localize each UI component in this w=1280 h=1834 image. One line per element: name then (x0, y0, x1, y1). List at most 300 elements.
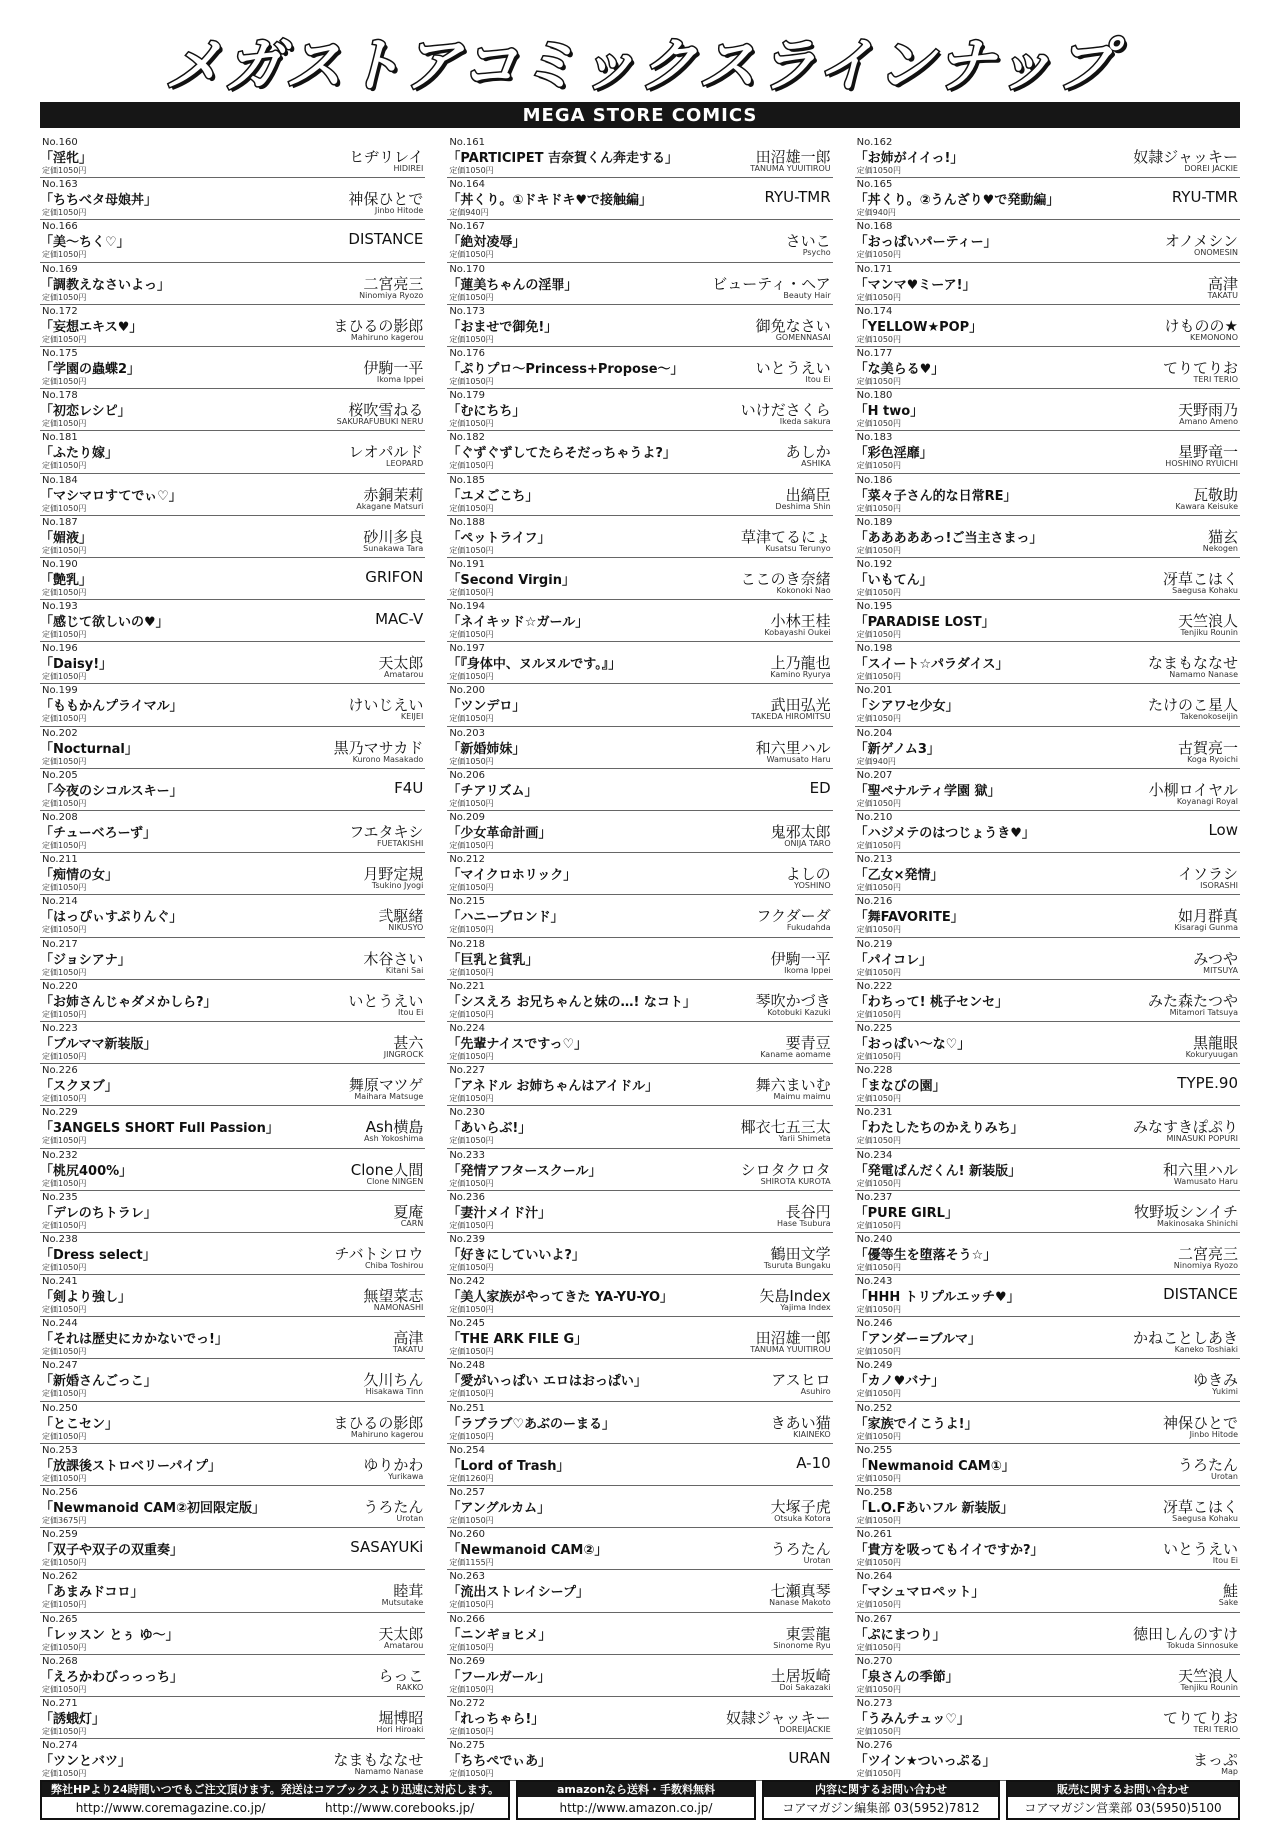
entry-title: 「ぷにまつり」 (854, 1627, 946, 1643)
comic-entry (855, 558, 1240, 600)
entry-author: 弐駆緒 (378, 907, 424, 926)
comic-entry (855, 895, 1240, 937)
entry-author: イソラシ (1177, 865, 1238, 884)
entry-price: 定価1050円 (856, 587, 902, 597)
entry-author-romanized: Map (1221, 1767, 1238, 1777)
entry-number: No.215 (449, 896, 486, 908)
entry-author-romanized: Kotobuki Kazuki (767, 1007, 831, 1017)
entry-author: 赤銅茉莉 (363, 485, 424, 504)
entry-author-romanized: Kurono Masakado (352, 754, 424, 764)
entry-author: TYPE.90 (1177, 1074, 1238, 1093)
comic-entry (855, 389, 1240, 431)
entry-author-romanized: Tokuda Sinnosuke (1166, 1640, 1238, 1650)
entry-author: 小林王桂 (770, 612, 831, 631)
comic-entry (447, 684, 832, 726)
entry-price: 定価1050円 (42, 1558, 87, 1568)
entry-author: きあい猫 (770, 1413, 831, 1432)
entry-author-romanized: Yarii Shimeta (778, 1134, 831, 1144)
entry-author: なまもななせ (1147, 654, 1238, 673)
comic-entry (855, 1275, 1240, 1317)
comic-entry (447, 642, 832, 684)
entry-price: 定価1050円 (856, 1220, 902, 1230)
entry-price: 定価1050円 (449, 841, 494, 850)
entry-author: 如月群真 (1177, 907, 1238, 926)
entry-author-romanized: ONOMESIN (1194, 248, 1238, 258)
entry-number: No.274 (42, 1740, 78, 1752)
entry-author: 久川ちん (363, 1371, 424, 1390)
comic-entry (447, 1149, 832, 1191)
entry-title: 「ブルママ新装版」 (40, 1036, 157, 1052)
comic-entry (40, 1106, 425, 1148)
entry-price: 定価1050円 (856, 1136, 902, 1146)
entry-number: No.173 (449, 305, 486, 317)
entry-title: 「ツンとバツ」 (40, 1754, 132, 1770)
entry-author-romanized: HIDIREI (393, 164, 424, 173)
entry-number: No.248 (449, 1360, 486, 1372)
entry-author-romanized: Urotan (803, 1556, 831, 1566)
entry-number: No.167 (449, 221, 486, 233)
entry-author: 徳田しんのすけ (1132, 1624, 1238, 1643)
editorial-phone: コアマガジン編集部 03(5952)7812 (782, 1801, 980, 1815)
entry-title: 「シスえろ お兄ちゃんと妹の…! なコト」 (447, 994, 696, 1010)
comic-entry (447, 980, 832, 1022)
entry-author: 東雲龍 (785, 1624, 831, 1643)
entry-number: No.237 (856, 1191, 893, 1203)
entry-number: No.260 (449, 1529, 486, 1541)
comic-entry (447, 727, 832, 769)
entry-author: GRIFON (365, 567, 424, 586)
entry-number: No.176 (449, 347, 486, 359)
entry-author-romanized: DOREI JACKIE (1184, 164, 1238, 173)
entry-title: 「放課後ストロベリーパイプ」 (40, 1458, 221, 1474)
comic-entry (855, 516, 1240, 558)
entry-title: 「剣より強し」 (40, 1290, 132, 1306)
entry-price: 定価1050円 (856, 334, 902, 344)
entry-author: 上乃龍也 (770, 654, 831, 673)
entry-number: No.263 (449, 1571, 486, 1583)
entry-author-romanized: YOSHINO (794, 881, 831, 891)
entry-number: No.276 (856, 1740, 893, 1752)
subtitle-bar (40, 102, 1240, 128)
entry-number: No.166 (42, 221, 78, 233)
entry-author: Clone人間 (350, 1160, 424, 1179)
entry-author-romanized: Sunakawa Tara (363, 543, 424, 553)
entry-author-romanized: Kamino Ryurya (770, 670, 831, 680)
comic-entry (447, 1191, 832, 1233)
entry-author-romanized: Yukimi (1212, 1387, 1238, 1397)
entry-price: 定価1050円 (856, 1389, 902, 1399)
entry-author: みつや (1193, 949, 1238, 968)
entry-author-romanized: Kaneko Toshiaki (1174, 1345, 1238, 1355)
entry-number: No.258 (856, 1487, 893, 1498)
entry-number: No.195 (856, 601, 893, 613)
comic-entry (447, 1444, 832, 1486)
entry-price: 定価1050円 (449, 714, 494, 724)
column-1 (40, 136, 425, 1781)
entry-author-romanized: Beauty Hair (783, 290, 831, 300)
entry-title: 「えろかわびっっっち」 (40, 1669, 184, 1685)
entry-price: 定価1050円 (449, 1136, 494, 1146)
entry-price: 定価1050円 (449, 1431, 494, 1441)
entry-author-romanized: TERI TERIO (1193, 1724, 1238, 1734)
comic-entry (855, 1402, 1240, 1444)
comic-entry (40, 220, 425, 262)
entry-price: 定価1050円 (449, 587, 494, 597)
entry-price: 定価1050円 (449, 756, 494, 766)
entry-author-romanized: CARN (400, 1218, 424, 1228)
entry-author-romanized: Saegusa Kohaku (1172, 585, 1238, 595)
entry-title: 「家族でイこうよ!」 (854, 1416, 978, 1432)
entry-price: 定価1050円 (42, 967, 87, 977)
comic-entry (447, 178, 832, 220)
entry-number: No.163 (42, 179, 78, 191)
entry-number: No.187 (42, 516, 78, 528)
comic-entry (40, 1191, 425, 1233)
entry-author: ゆきみ (1192, 1371, 1238, 1390)
entry-number: No.241 (42, 1276, 78, 1288)
entry-number: No.221 (449, 980, 486, 992)
entry-number: No.219 (856, 938, 893, 950)
entry-author: Ash横島 (365, 1118, 424, 1137)
entry-title: 「ジョシアナ」 (40, 952, 131, 968)
entry-price: 定価1050円 (449, 1009, 494, 1019)
entry-title: 「チアリズム」 (447, 783, 538, 799)
entry-price: 定価1050円 (449, 250, 494, 260)
entry-number: No.169 (42, 263, 78, 275)
entry-price: 定価1050円 (856, 1431, 902, 1441)
entry-author-romanized: Maihara Matsuge (354, 1092, 424, 1102)
entry-title: 「おませで御免!」 (447, 319, 558, 335)
entry-author-romanized: Otsuka Kotora (774, 1514, 831, 1523)
entry-number: No.228 (856, 1065, 893, 1077)
entry-title: 「シアワセ少女」 (854, 699, 959, 715)
entry-author: Low (1208, 821, 1238, 839)
entry-title: 「ニンギョヒメ」 (447, 1627, 552, 1643)
entry-author-romanized: Deshima Shin (775, 501, 831, 511)
entry-author: RYU-TMR (764, 188, 831, 207)
entry-title: 「おっぱいパーティー」 (854, 235, 997, 251)
entry-number: No.182 (449, 432, 486, 444)
comic-entry (447, 474, 832, 516)
entry-title: 「Dress select」 (40, 1247, 156, 1263)
entry-price: 定価1050円 (42, 1642, 87, 1652)
entry-price: 定価1050円 (449, 798, 494, 808)
entry-title: 「媚液」 (40, 530, 93, 546)
comic-entry (40, 642, 425, 684)
entry-number: No.252 (856, 1402, 893, 1414)
entry-price: 定価1050円 (856, 925, 902, 935)
entry-author-romanized: TANUMA YUUITIROU (750, 1345, 831, 1355)
entry-number: No.189 (856, 516, 893, 528)
comic-entry (447, 1697, 832, 1739)
entry-title: 「それは歴史にカかないでっ!」 (40, 1332, 228, 1348)
entry-title: 「少女革命計画」 (447, 826, 552, 841)
entry-title: 「PARTICIPET 吉奈賀くん奔走する」 (447, 151, 679, 166)
entry-author: レオパルド (348, 443, 424, 462)
entry-author: 琴吹かづき (755, 991, 831, 1010)
entry-title: 「感じて欲しいの♥」 (40, 615, 169, 631)
comic-entry (447, 1486, 832, 1528)
comic-entry (40, 1275, 425, 1317)
entry-price: 定価1050円 (856, 166, 902, 175)
comic-entry (447, 600, 832, 642)
comic-entry (40, 1022, 425, 1064)
entry-author: 出縞臣 (785, 485, 831, 504)
entry-price: 定価940円 (856, 208, 896, 218)
entry-number: No.261 (856, 1529, 893, 1541)
entry-title: 「双子や双子の双重奏」 (40, 1543, 184, 1559)
comic-entry (447, 1233, 832, 1275)
entry-author: 天竺浪人 (1177, 612, 1238, 631)
entry-author: 猫玄 (1207, 527, 1238, 546)
comic-entry (40, 1697, 425, 1739)
entry-title: 「ハニーブロンド」 (447, 910, 564, 926)
entry-author: いけださくら (740, 401, 831, 420)
amazon-link[interactable]: http://www.amazon.co.jp/ (559, 1800, 713, 1815)
entry-number: No.207 (856, 769, 893, 781)
comic-entry (855, 769, 1240, 811)
entry-number: No.175 (42, 347, 78, 359)
entry-number: No.181 (42, 432, 78, 444)
entry-price: 定価1050円 (42, 1220, 87, 1230)
entry-number: No.266 (449, 1613, 486, 1625)
entry-title: 「ももかんプライマル」 (40, 699, 183, 715)
comic-entry (855, 431, 1240, 473)
entry-author-romanized: Kitani Sai (385, 965, 424, 975)
comic-entry (40, 1064, 425, 1106)
entry-author: 舞六まいむ (755, 1076, 831, 1095)
entry-number: No.191 (449, 558, 486, 570)
entry-number: No.273 (856, 1697, 893, 1709)
comic-entry (855, 1655, 1240, 1697)
entry-number: No.255 (856, 1444, 893, 1456)
entry-price: 定価1050円 (856, 1305, 902, 1315)
entry-author-romanized: Namamo Nanase (354, 1767, 424, 1777)
entry-author: 伊駒一平 (363, 358, 424, 377)
entry-price: 定価1050円 (42, 376, 87, 386)
entry-number: No.223 (42, 1022, 78, 1034)
comic-entry (855, 853, 1240, 895)
comic-entry (447, 305, 832, 347)
entry-title: 「むにちち」 (447, 404, 526, 420)
entry-price: 定価1050円 (856, 967, 902, 977)
entry-author-romanized: Kisaragi Gunma (1174, 923, 1238, 933)
entry-price: 定価1050円 (42, 630, 87, 640)
entry-title: 「スクヌブ」 (40, 1079, 118, 1095)
entry-number: No.160 (42, 137, 78, 148)
entry-number: No.234 (856, 1149, 893, 1161)
entry-author-romanized: Clone NINGEN (366, 1176, 424, 1186)
entry-price: 定価1050円 (856, 1094, 902, 1104)
comic-entry (40, 684, 425, 726)
entry-price: 定価1050円 (449, 334, 494, 344)
comic-entry (447, 1022, 832, 1064)
entry-author-romanized: Psycho (802, 248, 831, 258)
column-3 (855, 136, 1240, 1781)
entry-price: 定価940円 (856, 756, 896, 766)
entry-number: No.246 (856, 1318, 893, 1330)
entry-author: 二宮亮三 (363, 274, 424, 293)
entry-title: 「新ゲノム3」 (854, 741, 940, 757)
entry-author-romanized: KIAINEKO (793, 1429, 831, 1439)
entry-number: No.272 (449, 1697, 486, 1709)
entry-number: No.224 (449, 1022, 486, 1034)
entry-title: 「新婚さんごっこ」 (40, 1374, 157, 1390)
entry-author-romanized: Saegusa Kohaku (1172, 1514, 1238, 1523)
comic-entry (855, 642, 1240, 684)
entry-price: 定価1050円 (42, 798, 87, 808)
entry-author: てりてりお (1162, 358, 1238, 377)
comic-entry (447, 1528, 832, 1570)
entry-number: No.183 (856, 432, 893, 444)
entry-author-romanized: Tenjiku Rounin (1180, 628, 1238, 638)
comic-entry (447, 1570, 832, 1612)
entry-author: SASAYUKi (350, 1538, 424, 1557)
entry-title: 「ちちべタ母娘丼」 (40, 193, 158, 209)
entry-price: 定価1050円 (856, 1178, 902, 1188)
entry-author-romanized: Kawara Keisuke (1175, 501, 1238, 511)
entry-title: 「レッスン とぅ ゆ〜」 (40, 1627, 179, 1643)
entry-author-romanized: Yajima Index (780, 1303, 831, 1313)
comic-entry (855, 980, 1240, 1022)
entry-author-romanized: TAKEDA HIROMITSU (751, 712, 831, 722)
entry-price: 定価1050円 (42, 419, 87, 429)
entry-number: No.232 (42, 1149, 78, 1161)
entry-author-romanized: Maimu maimu (773, 1092, 831, 1102)
comic-entry (40, 558, 425, 600)
comic-entry (855, 220, 1240, 262)
entry-price: 定価1050円 (449, 1642, 494, 1652)
entry-number: No.186 (856, 474, 893, 486)
entry-author: 天太郎 (378, 654, 424, 673)
entry-author-romanized: Fukudahda (786, 923, 831, 933)
entry-number: No.275 (449, 1740, 486, 1752)
entry-number: No.164 (449, 179, 486, 191)
entry-number: No.236 (449, 1191, 486, 1203)
comic-entry (447, 1359, 832, 1401)
entry-title: 「カノ♥バナ」 (854, 1374, 945, 1390)
entry-price: 定価1050円 (42, 461, 87, 471)
entry-author-romanized: Mutsutake (381, 1598, 424, 1608)
entry-price: 定価1050円 (856, 798, 902, 808)
entry-author-romanized: Kobayashi Oukei (764, 628, 831, 638)
entry-number: No.265 (42, 1613, 78, 1625)
comic-entry (40, 980, 425, 1022)
entry-number: No.262 (42, 1571, 78, 1583)
entry-author: 冴草こはく (1162, 1498, 1238, 1516)
entry-price: 定価940円 (449, 208, 489, 218)
entry-author-romanized: Amano Ameno (1179, 417, 1238, 427)
entry-title: 「『身体中、ヌルヌルです。』」 (447, 657, 622, 673)
entry-author: 要青豆 (785, 1033, 831, 1052)
entry-price: 定価1050円 (856, 503, 902, 513)
entry-title: 「発情アフタースクール」 (447, 1163, 602, 1179)
entry-title: 「ぐずぐずしてたらそだっちゃうよ?」 (447, 446, 676, 462)
entry-price: 定価1050円 (449, 1262, 494, 1272)
comic-entry (40, 1486, 425, 1528)
entry-title: 「発電ぱんだくん! 新装版」 (854, 1163, 1022, 1179)
entry-number: No.249 (856, 1360, 893, 1372)
corebooks-link[interactable]: http://www.corebooks.jp/ (325, 1800, 475, 1815)
entry-price: 定価1050円 (856, 1347, 902, 1357)
entry-author: RYU-TMR (1171, 188, 1238, 207)
entry-number: No.201 (856, 685, 893, 697)
entry-number: No.204 (856, 727, 893, 739)
entry-author: 天竺浪人 (1177, 1666, 1238, 1685)
comic-entry (855, 1613, 1240, 1655)
entry-number: No.247 (42, 1360, 78, 1372)
entry-author-romanized: Ninomiya Ryozo (1173, 1260, 1238, 1270)
entry-number: No.257 (449, 1487, 486, 1498)
comic-entry (447, 1275, 832, 1317)
comic-entry (447, 516, 832, 558)
entry-price: 定価1050円 (42, 1600, 87, 1610)
entry-number: No.230 (449, 1107, 486, 1119)
entry-price: 定価1050円 (42, 208, 87, 218)
entry-author: まひるの影郎 (333, 1413, 424, 1432)
entry-title: 「ツンデロ」 (447, 699, 526, 715)
entry-price: 定価1050円 (449, 1684, 494, 1694)
entry-price: 定価1050円 (856, 1642, 902, 1652)
entry-number: No.190 (42, 558, 78, 570)
entry-title: 「今夜のシコルスキー」 (40, 783, 183, 799)
entry-number: No.208 (42, 812, 78, 823)
entry-title: 「あああああっ!ご当主さまっ」 (854, 530, 1043, 546)
entry-price: 定価1050円 (856, 1516, 902, 1525)
entry-number: No.197 (449, 643, 486, 655)
coremagazine-link[interactable]: http://www.coremagazine.co.jp/ (75, 1800, 266, 1815)
entry-author: 牧野坂シンイチ (1134, 1202, 1238, 1221)
entry-number: No.214 (42, 896, 78, 908)
entry-author: MAC-V (375, 610, 424, 629)
entry-title: 「先輩ナイスですっ♡」 (447, 1036, 588, 1052)
entry-author-romanized: Wamusato Haru (766, 754, 831, 764)
entry-price: 定価1050円 (42, 1347, 87, 1357)
entry-title: 「丼くり。①ドキドキ♥で接触編」 (447, 193, 652, 209)
entry-price: 定価1050円 (449, 166, 494, 175)
comic-entry (855, 1528, 1240, 1570)
entry-number: No.222 (856, 980, 893, 992)
column-2 (447, 136, 832, 1781)
footer-sales-box (1006, 1780, 1240, 1820)
entry-price: 定価1050円 (449, 545, 494, 555)
entry-author-romanized: GOMENNASAI (775, 332, 831, 342)
entry-price: 定価1050円 (42, 1094, 87, 1104)
entry-price: 定価1155円 (449, 1558, 494, 1568)
entry-author: 矢島Index (759, 1287, 831, 1306)
entry-number: No.202 (42, 727, 78, 739)
entry-author: らっこ (378, 1666, 424, 1685)
entry-title: 「ネイキッド☆ガール」 (447, 615, 589, 631)
entry-author: 睦茸 (393, 1582, 424, 1601)
entry-price: 定価1050円 (42, 1262, 87, 1272)
entry-title: 「泉さんの季節」 (854, 1669, 959, 1685)
entry-author: なまもななせ (333, 1751, 424, 1770)
entry-title: 「H two」 (854, 404, 924, 420)
entry-author-romanized: Koyanagi Royal (1176, 796, 1238, 806)
entry-author-romanized: ONIJA TARO (784, 839, 831, 848)
comic-entry (40, 811, 425, 853)
entry-title: 「うみんチュッ♡」 (854, 1711, 970, 1727)
entry-title: 「マンマ♥ミーア!」 (854, 277, 976, 293)
entry-author: まひるの影郎 (333, 316, 424, 335)
comic-entry (40, 1613, 425, 1655)
entry-number: No.185 (449, 474, 486, 486)
entry-price: 定価1050円 (449, 1726, 494, 1736)
entry-number: No.251 (449, 1402, 486, 1414)
entry-author-romanized: Namamo Nanase (1169, 670, 1238, 680)
entry-number: No.271 (42, 1697, 78, 1709)
